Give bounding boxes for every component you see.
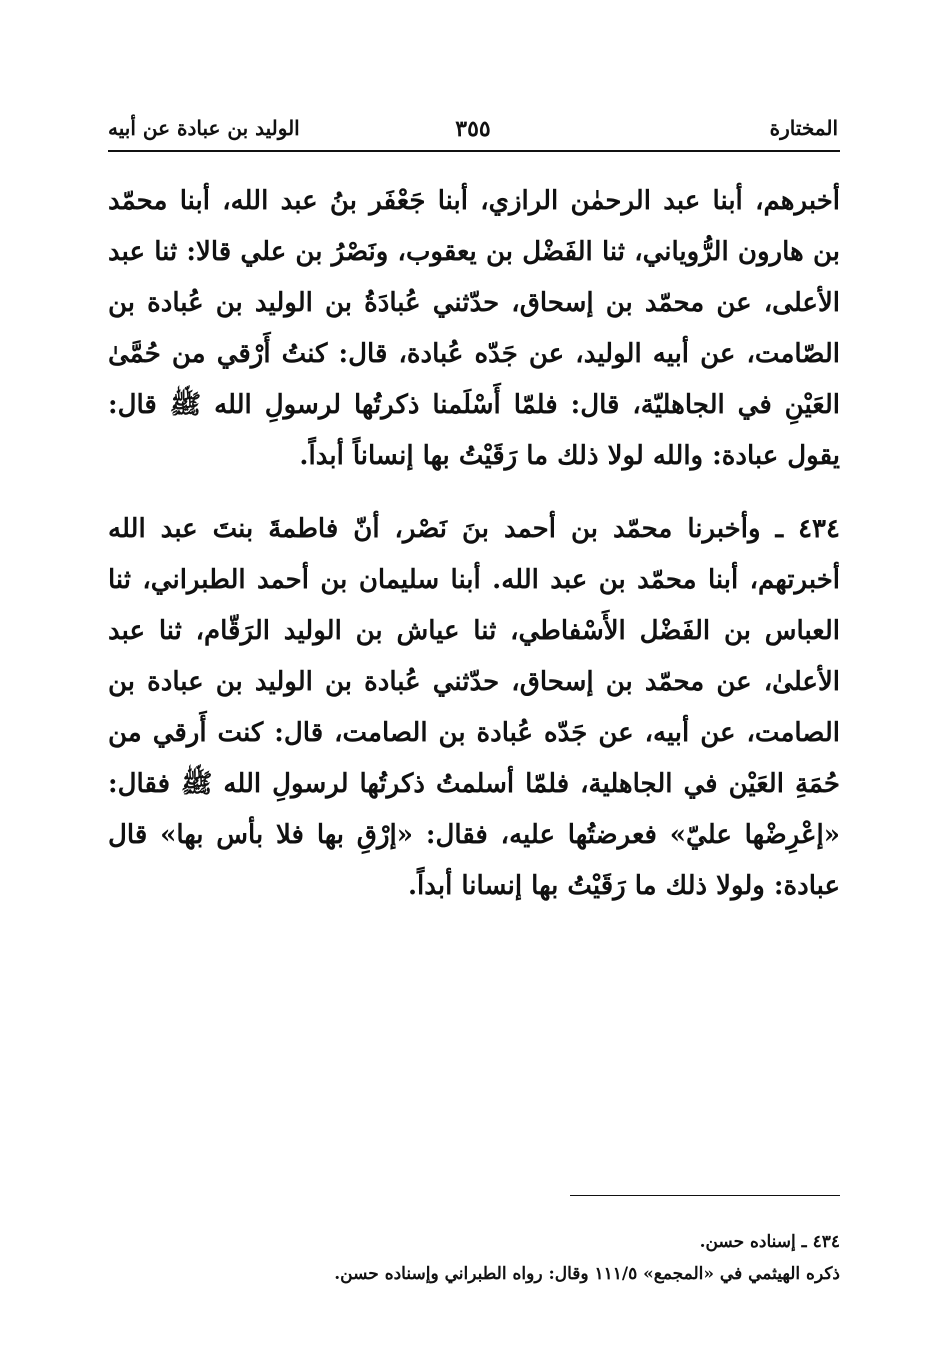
footnotes bbox=[108, 1226, 840, 1290]
running-header bbox=[108, 112, 838, 152]
paragraph-continued: أخبرهم، أبنا عبد الرحمٰن الرازي، أبنا جَعْفَر بنُ عبد الله، أبنا محمّد بن هارون الرُّوياني، ثنا الفَضْل بن يعقوب، ونَصْرُ بن علي قالا: ثنا عبد الأعلى، عن محمّد بن إسحاق، حدّثني عُبادَةُ بن الوليد بن عُبادة بن الصّامت، عن أبيه الوليد، عن جَدّه عُبادة، قال: كنتُ أَرْقي من حُمَّىٰ العَيْنِ في الجاهليّة، قال: فلمّا أَسْلَمنا ذكرتُها لرسولِ الله ﷺ قال: يقول عبادة: والله لولا ذلك ما رَقَيْتُ بها إنساناً أبداً. bbox=[108, 186, 840, 471]
paragraph-spacer bbox=[108, 482, 840, 504]
footnote-line-1: ٤٣٤ ـ إسناده حسن. bbox=[699, 1232, 840, 1252]
paragraph-hadith-434: ٤٣٤ ـ وأخبرنا محمّد بن أحمد بنَ نَصْر، أنّ فاطمةَ بنتَ عبد الله أخبرتهم، أبنا محمّد بن عبد الله. أبنا سليمان بن أحمد الطبراني، ثنا العباس بن الفَضْل الأَسْفاطي، ثنا عياش بن الوليد الرَقّام، ثنا عبد الأعلىٰ، عن محمّد بن إسحاق، حدّثني عُبادة بن الوليد بن عبادة بن الصامت، عن أبيه، عن جَدّه عُبادة بن الصامت، قال: كنت أَرقي من حُمَةِ العَيْن في الجاهلية، فلمّا أسلمتُ ذكرتُها لرسولِ الله ﷺ فقال: «إعْرِضْها عليّ» فعرضتُها عليه، فقال: «إرْقِ بها فلا بأس بها» قال عبادة: ولولا ذلك ما رَقَيْتُ بها إنسانا أبداً. bbox=[108, 514, 840, 901]
header-chapter-title: الوليد بن عبادة عن أبيه bbox=[108, 116, 300, 140]
footnote-line-2: ذكره الهيثمي في «المجمع» ١١١/٥ وقال: رواه الطبراني وإسناده حسن. bbox=[334, 1264, 840, 1284]
footnote-rule bbox=[570, 1195, 840, 1196]
header-section-name: المختارة bbox=[769, 116, 838, 140]
header-rule bbox=[108, 150, 840, 152]
main-text bbox=[108, 176, 840, 912]
page-number: ٣٥٥ bbox=[455, 116, 491, 142]
